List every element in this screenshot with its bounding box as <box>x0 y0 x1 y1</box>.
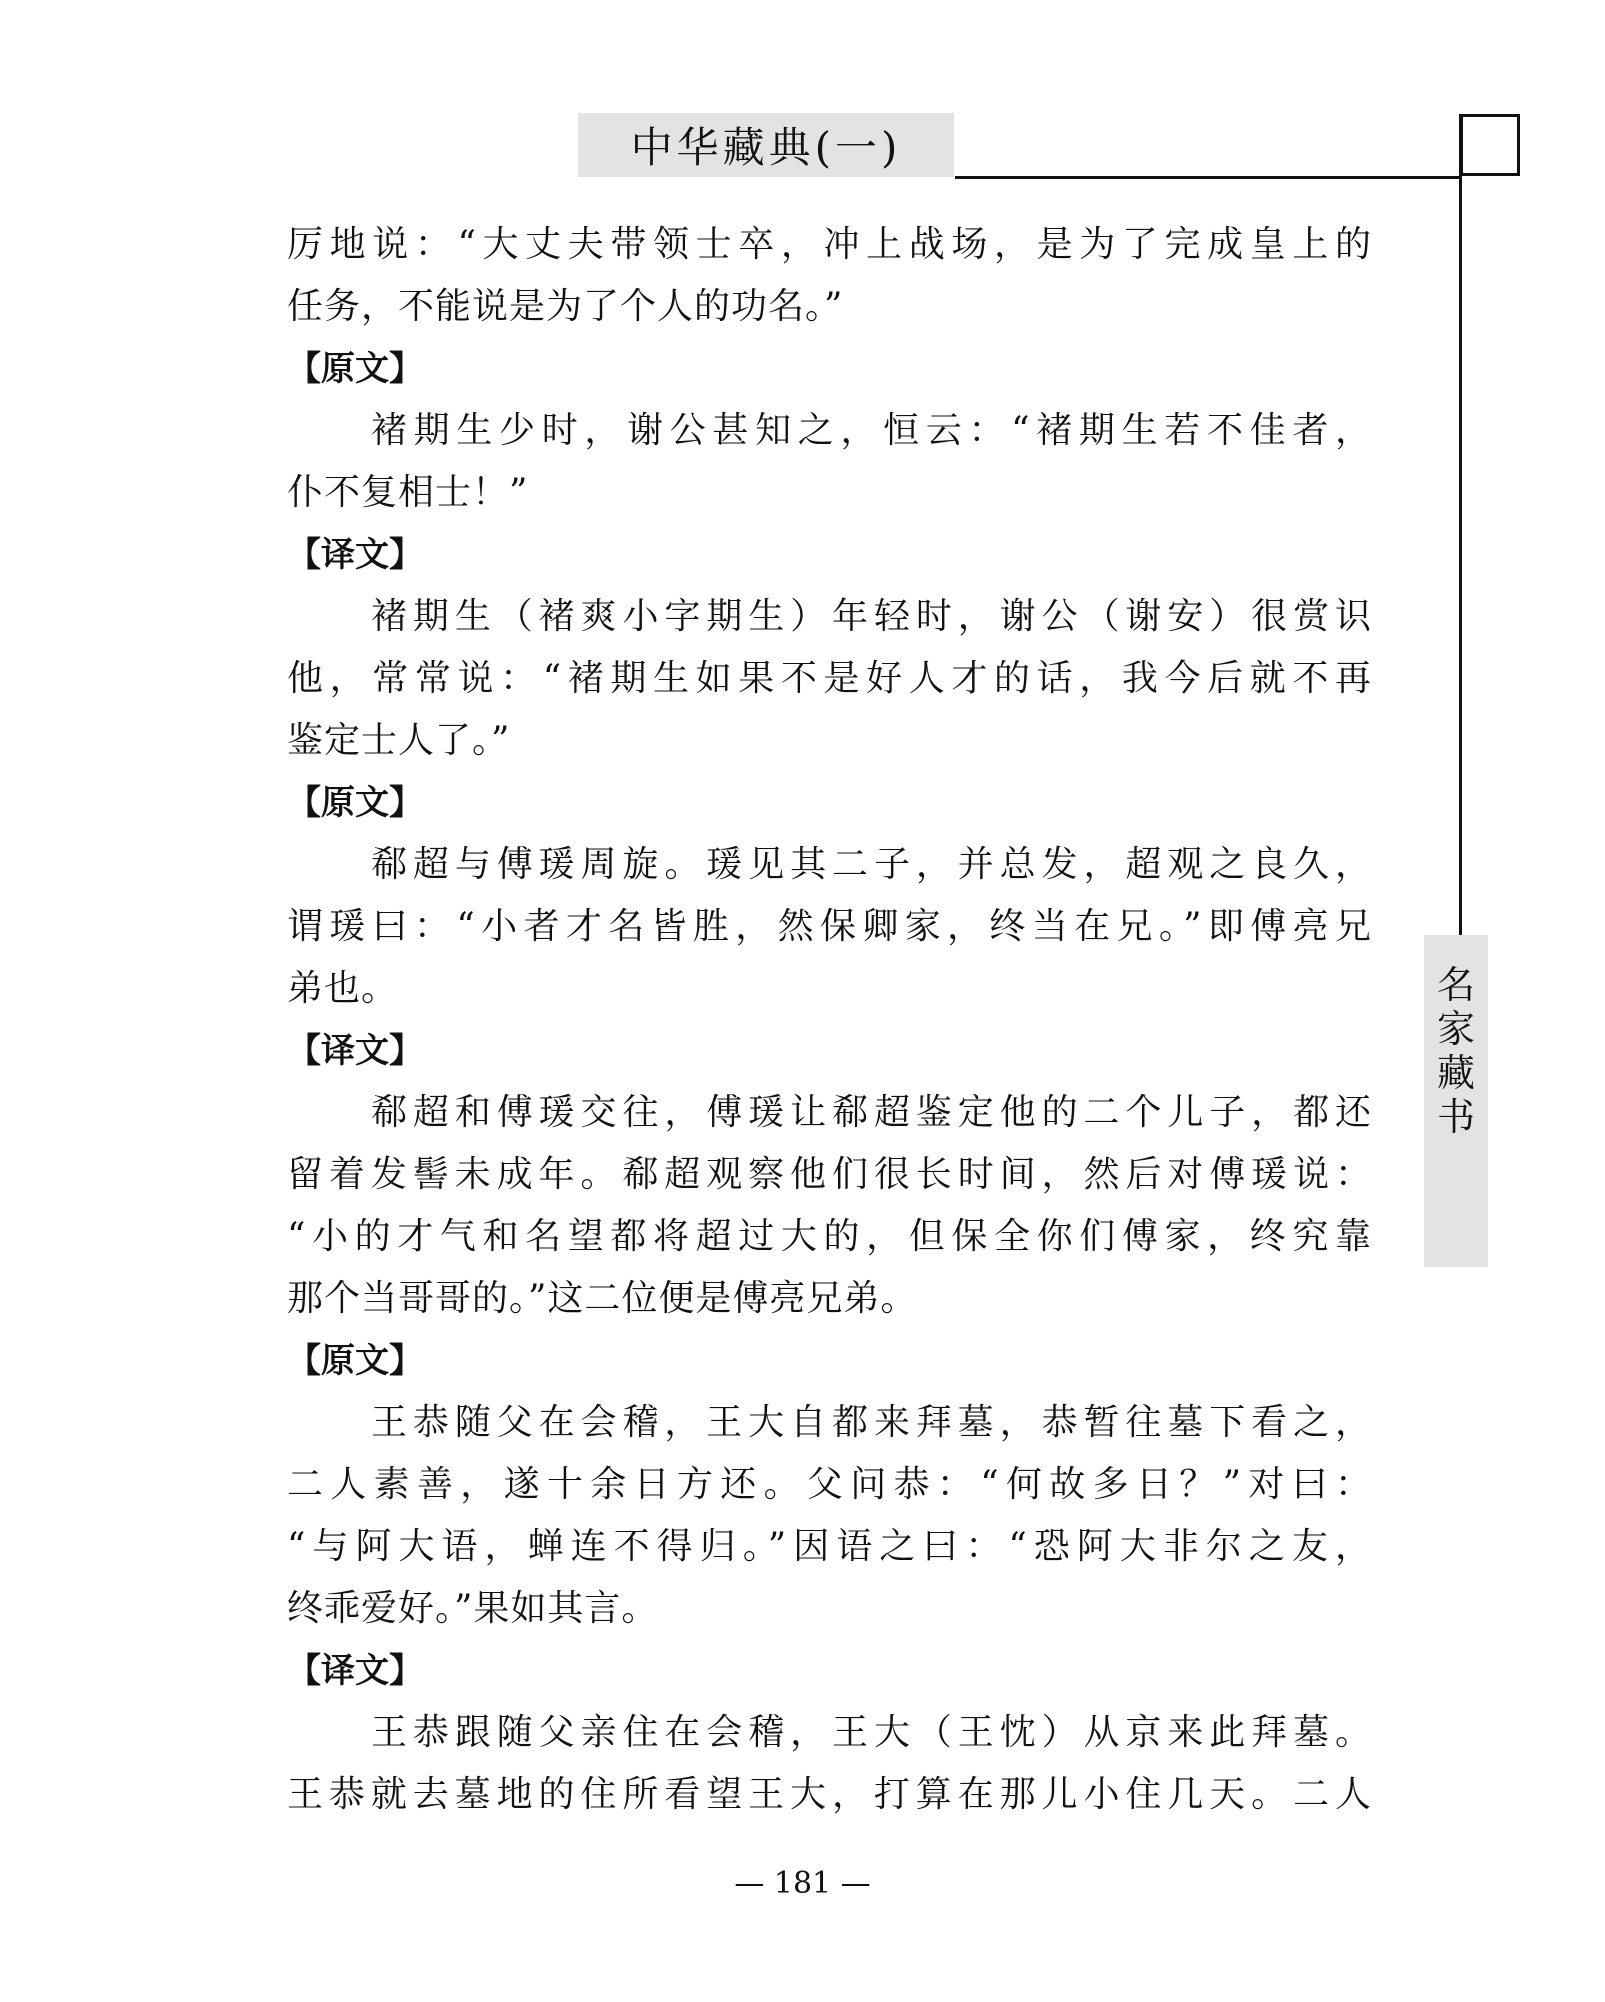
paragraph <box>287 400 1372 524</box>
text-line: 褚期生（褚爽小字期生）年轻时，谢公（谢安）很赏识 <box>371 596 1372 637</box>
text-line: “小的才气和名望都将超过大的，但保全你们傅家，终究靠 <box>287 1216 1372 1257</box>
paragraph <box>287 1702 1372 1826</box>
page-body <box>287 214 1372 1826</box>
text-line: 郗超和傅瑗交往，傅瑗让郗超鉴定他的二个儿子，都还 <box>371 1092 1372 1133</box>
text-line: 谓瑗曰：“小者才名皆胜，然保卿家，终当在兄。”即傅亮兄 <box>287 906 1372 947</box>
corner-box-ornament <box>1460 114 1520 176</box>
section-heading: 【原文】 <box>287 1341 423 1381</box>
text-line: 弟也。 <box>287 968 399 1009</box>
side-tab-char: 家 <box>1436 1007 1475 1051</box>
text-line: “与阿大语，蝉连不得归。”因语之曰：“恐阿大非尔之友， <box>287 1526 1372 1567</box>
section-side-tab <box>1424 935 1488 1267</box>
text-line: 留着发髻未成年。郗超观察他们很长时间，然后对傅瑗说： <box>287 1154 1372 1195</box>
text-line: 厉地说：“大丈夫带领士卒，冲上战场，是为了完成皇上的 <box>287 224 1372 265</box>
text-line: 他，常常说：“褚期生如果不是好人才的话，我今后就不再 <box>287 658 1372 699</box>
section-heading: 【译文】 <box>287 1651 423 1691</box>
side-tab-char: 藏 <box>1436 1051 1475 1095</box>
side-vertical-rule <box>1459 114 1462 936</box>
section-heading: 【原文】 <box>287 783 423 823</box>
page-number: — 181 — <box>734 1866 871 1901</box>
text-line: 王恭跟随父亲住在会稽，王大（王忱）从京来此拜墓。 <box>371 1712 1372 1753</box>
text-line: 任务，不能说是为了个人的功名。” <box>287 286 844 327</box>
text-line: 王恭随父在会稽，王大自都来拜墓，恭暂往墓下看之， <box>371 1402 1372 1443</box>
text-line: 二人素善，遂十余日方还。父问恭：“何故多日？”对曰： <box>287 1464 1372 1505</box>
text-line: 王恭就去墓地的住所看望王大，打算在那儿小住几天。二人 <box>287 1774 1372 1815</box>
running-header-title: 中华藏典(一) <box>578 113 954 177</box>
section-heading: 【译文】 <box>287 535 423 575</box>
text-line: 郗超与傅瑗周旋。瑗见其二子，并总发，超观之良久， <box>371 844 1372 885</box>
text-line: 鉴定士人了。” <box>287 720 511 761</box>
paragraph <box>287 586 1372 772</box>
paragraph <box>287 1392 1372 1640</box>
paragraph <box>287 1082 1372 1330</box>
section-heading: 【原文】 <box>287 349 423 389</box>
paragraph <box>287 214 1372 338</box>
text-line: 那个当哥哥的。”这二位便是傅亮兄弟。 <box>287 1278 918 1319</box>
text-line: 仆不复相士！” <box>287 472 529 513</box>
text-line: 褚期生少时，谢公甚知之，恒云：“褚期生若不佳者， <box>371 410 1372 451</box>
section-heading: 【译文】 <box>287 1031 423 1071</box>
header-rule <box>955 176 1460 179</box>
paragraph <box>287 834 1372 1020</box>
text-line: 终乖爱好。”果如其言。 <box>287 1588 659 1629</box>
side-tab-char: 书 <box>1436 1095 1475 1139</box>
side-tab-char: 名 <box>1436 963 1475 1007</box>
